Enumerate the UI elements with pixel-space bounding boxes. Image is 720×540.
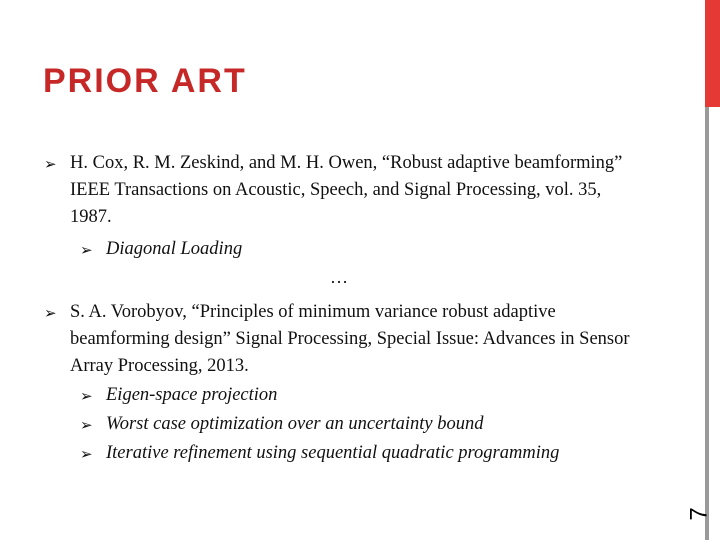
sub-bullet-text: Eigen-space projection: [106, 385, 278, 405]
arrow-bullet-icon: [80, 411, 106, 439]
arrow-bullet-icon: [44, 150, 70, 178]
sub-bullet-diagonal-loading: [80, 236, 242, 264]
reference-line: beamforming design” Signal Processing, Special Issue: Advances in Sensor: [70, 329, 630, 349]
sub-bullet-worst-case: [80, 411, 484, 439]
reference-line: IEEE Transactions on Acoustic, Speech, and Signal Processing, vol. 35,: [70, 180, 602, 200]
sub-bullet-iterative-refinement: [80, 440, 559, 468]
arrow-bullet-icon: [44, 299, 70, 327]
reference-line: Array Processing, 2013.: [70, 356, 249, 376]
sub-bullet-text: Worst case optimization over an uncertainty bound: [106, 414, 484, 434]
reference-bullet-vorobyov: [44, 299, 630, 380]
slide-number-text: 7: [685, 507, 713, 521]
sub-bullet-text: Diagonal Loading: [106, 239, 243, 259]
sub-bullet-eigen-space: [80, 382, 277, 410]
arrow-bullet-icon: [80, 440, 106, 468]
sub-bullet-text: Iterative refinement using sequential quadratic programming: [106, 443, 560, 463]
slide-title: PRIOR ART: [43, 62, 247, 100]
slide-number: [685, 494, 713, 534]
reference-text: [70, 150, 622, 231]
reference-text: [70, 299, 630, 380]
reference-line: 1987.: [70, 207, 112, 227]
reference-bullet-cox: [44, 150, 622, 231]
reference-line: S. A. Vorobyov, “Principles of minimum variance robust adaptive: [70, 302, 556, 322]
arrow-bullet-icon: [80, 382, 106, 410]
ellipsis-text: …: [330, 267, 348, 287]
arrow-bullet-icon: [80, 236, 106, 264]
sidebar-accent-bar: [705, 0, 720, 107]
reference-line: H. Cox, R. M. Zeskind, and M. H. Owen, “Robust adaptive beamforming”: [70, 153, 623, 173]
